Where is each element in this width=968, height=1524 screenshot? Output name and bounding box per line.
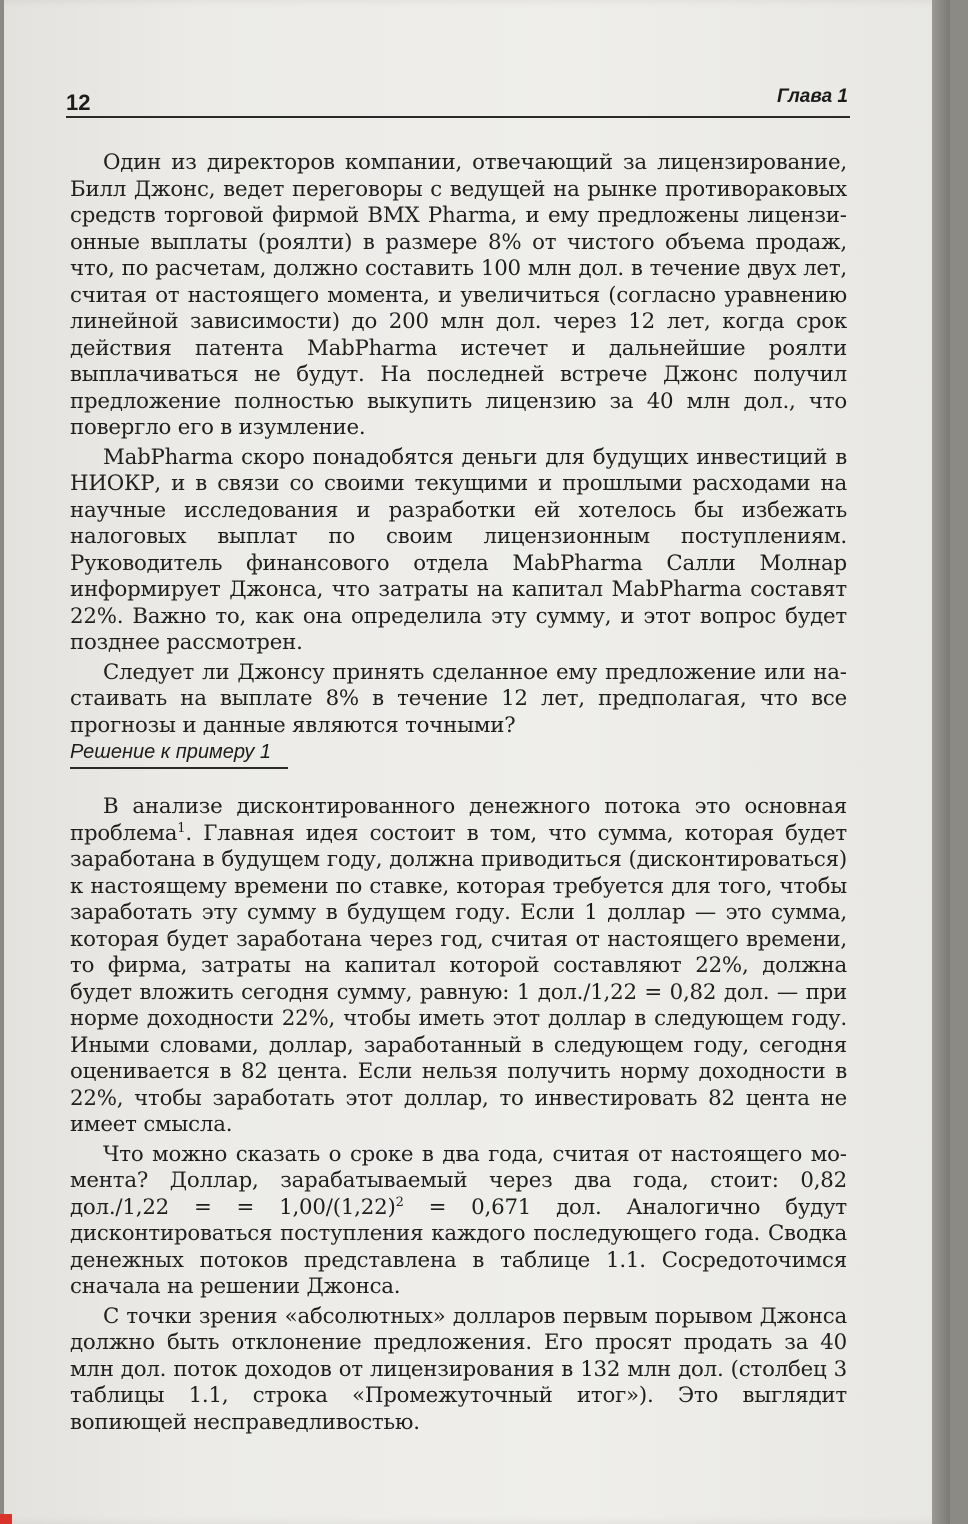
paragraph — [70, 1142, 847, 1301]
paragraph: Один из директоров компании, отвечающий за лицензирование, Билл Джонс, ведет переговоры с ведущей на рынке противораковых средств торговой фирмой BMX Pharma, и ему предложены лицензионные выплаты (роялти) в размере 8% от чистого объема продаж, что, по расчетам, должно составить 100 млн дол. в течение двух лет, считая от настоящего момента, и увеличиться (согласно уравнению линейной зависимости) до 200 млн дол. через 12 лет, когда срок действия патента MabPharma истечет и дальнейшие роялти выплачиваться не будут. На последней встрече Джонс получил предложение полностью выкупить лицензию за 40 млн дол., что повергло его в изумление. — [70, 150, 847, 440]
page-edge — [932, 0, 950, 1524]
chapter-running-head: Глава 1 — [777, 86, 848, 107]
page-header — [66, 86, 850, 118]
paragraph-text: Что можно сказать о сроке в два года, считая от настоящего момента? Доллар, зарабатываемый через два года, стоит: 0,82 дол./1,22 = = 1,00/(1,22) — [70, 1141, 847, 1220]
page-number: 12 — [66, 90, 91, 115]
paragraph-text: = 0,671 дол. Аналогично будут дисконтироваться поступления каждого последующего года. Сводка денежных потоков представлена в таблице 1.1. Сосредоточимся сначала на решении Джонса. — [70, 1194, 847, 1299]
paragraph-text: . Главная идея состоит в том, что сумма, которая будет заработана в будущем году, должна приводиться (дисконтироваться) к настоящему времени по ставке, которая требуется для того, чтобы заработать эту сумму в будущем году. Если 1 доллар — это сумма, которая будет заработана через год, считая от настоящего времени, то фирма, затраты на капитал которой составляют 22%, должна будет вложить сегодня сумму, равную: 1 дол./1,22 = 0,82 дол. — при норме доходности 22%, чтобы иметь этот доллар в следующем году. Иными словами, доллар, заработанный в следующем году, сегодня оценивается в 82 цента. Если нельзя получить норму доходности в 22%, чтобы заработать этот доллар, то инвестировать 82 цента не имеет смысла. — [70, 820, 847, 1137]
footnote-mark: 1 — [177, 820, 186, 836]
case-description — [70, 150, 847, 742]
bookmark-ribbon — [0, 1514, 12, 1524]
paragraph: С точки зрения «абсолютных» долларов первым порывом Джонса должно быть отклонение предложения. Его просят продать за 40 млн дол. поток доходов от лицензирования в 132 млн дол. (столбец 3 таблицы 1.1, строка «Промежуточный итог»). Это выглядит вопиющей несправедливостью. — [70, 1303, 847, 1435]
solution-text — [70, 794, 847, 1439]
paragraph: Следует ли Джонсу принять сделанное ему предложение или настаивать на выплате 8% в течение 12 лет, предполагая, что все прогнозы и данные являются точными? — [70, 659, 847, 738]
paragraph-text: В анализе дисконтированного денежного потока это основная проблема — [70, 794, 847, 846]
paragraph — [70, 794, 847, 1139]
book-page — [4, 0, 950, 1524]
paragraph: MabPharma скоро понадобятся деньги для будущих инвестиций в НИОКР, и в связи со своими текущими и прошлыми расходами на научные исследования и разработки ей хотелось бы избежать налоговых выплат по своим лицензионным поступлениям. Руководитель финансового отдела MabPharma Салли Молнар информирует Джонса, что затраты на капитал MabPharma составят 22%. Важно то, как она определила эту сумму, и этот вопрос будет позднее рассмотрен. — [70, 444, 847, 655]
solution-heading: Решение к примеру 1 — [70, 741, 288, 769]
exponent-mark: 2 — [395, 1194, 404, 1210]
